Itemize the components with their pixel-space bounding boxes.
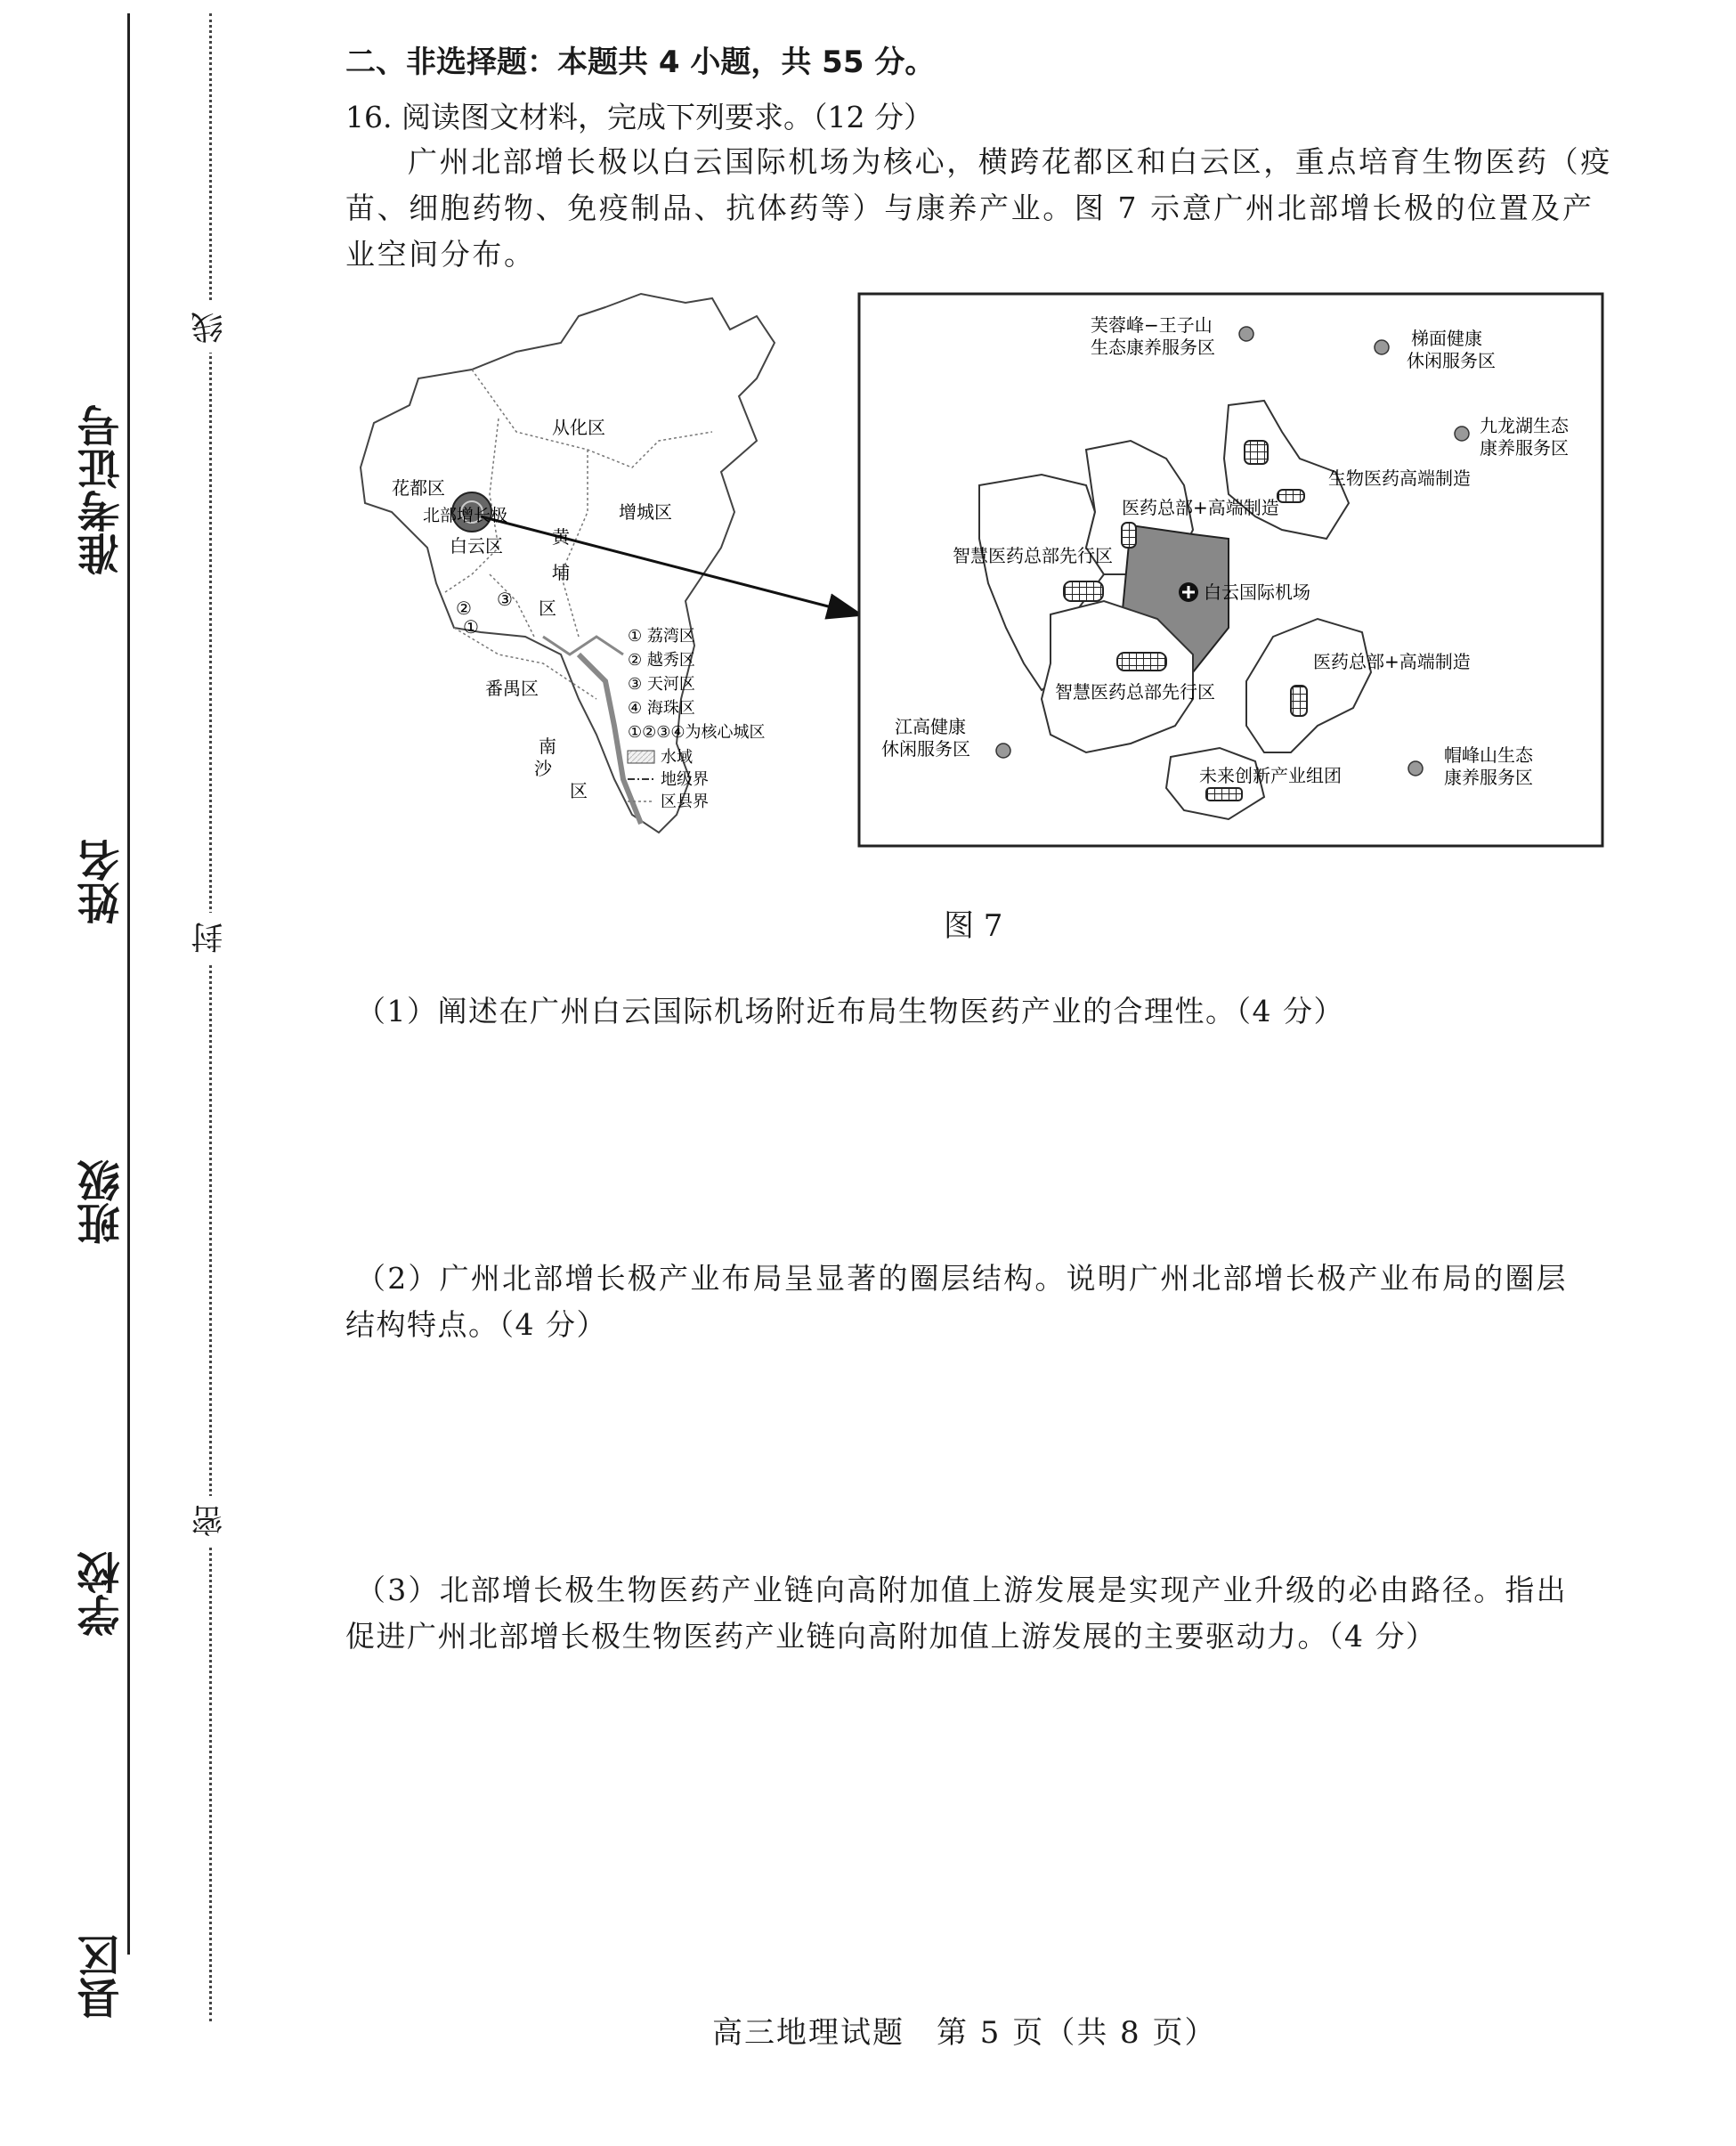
label-maofeng-2: 康养服务区 (1444, 767, 1533, 788)
core-number-2: ② (456, 597, 472, 619)
district-huangpu-1: 黄 (552, 526, 570, 548)
growth-pole-label: 北部增长极 (423, 506, 508, 525)
industry-map (859, 294, 1602, 846)
service-dot-jiulong (1455, 427, 1469, 441)
grid-marker-bio (1245, 441, 1268, 464)
legend-tianhe: ③ 天河区 (628, 675, 695, 694)
material-line-1: 广州北部增长极以白云国际机场为核心，横跨花都区和白云区，重点培育生物医药（疫 (408, 144, 1612, 179)
service-dot-jianggao (996, 744, 1010, 758)
section-title: 二、非选择题：本题共 4 小题，共 55 分。 (345, 45, 936, 80)
grid-marker-future (1206, 788, 1242, 801)
grid-marker-pharma-e (1291, 686, 1307, 716)
legend-water: 水域 (661, 748, 693, 767)
field-county: 县区 (77, 1934, 127, 2020)
district-huangpu-3: 区 (539, 597, 556, 619)
label-smart-w: 智慧医药总部先行区 (953, 545, 1113, 566)
sub-question-1: （1）阐述在广州白云国际机场附近布局生物医药产业的合理性。（4 分） (356, 994, 1344, 1028)
field-name: 姓名 (77, 839, 127, 924)
core-number-1: ① (463, 616, 479, 638)
district-zengcheng: 增城区 (619, 501, 672, 523)
page-footer: 高三地理试题 第 5 页（共 8 页） (712, 2015, 1217, 2051)
label-jiulong-1: 九龙湖生态 (1480, 415, 1569, 436)
figure-7 (338, 280, 1620, 868)
material-line-3: 业空间分布。 (345, 237, 536, 272)
label-pharma-e: 医药总部+高端制造 (1313, 651, 1471, 672)
sub-question-3-line-1: （3）北部增长极生物医药产业链向高附加值上游发展是实现产业升级的必由路径。指出 (356, 1573, 1568, 1607)
grid-marker-pharma-nw (1122, 523, 1136, 548)
sub-question-2-line-1: （2）广州北部增长极产业布局呈显著的圈层结构。说明广州北部增长极产业布局的圈层 (356, 1261, 1568, 1296)
district-huadu: 花都区 (392, 477, 445, 499)
label-furong-1: 芙蓉峰−王子山 (1091, 314, 1213, 336)
grid-marker-smart-s (1117, 653, 1166, 671)
label-bio: 生物医药高端制造 (1328, 467, 1471, 489)
figure-caption: 图 7 (944, 908, 1003, 944)
label-timian-1: 梯面健康 (1411, 328, 1482, 349)
seal-mi: 密 (185, 1496, 235, 1546)
legend-core: ①②③④为核心城区 (628, 723, 766, 742)
service-dot-maofeng (1408, 761, 1423, 776)
legend-yuexiu: ② 越秀区 (628, 651, 695, 670)
legend-liwan: ① 荔湾区 (628, 627, 695, 646)
service-dot-timian (1375, 340, 1389, 354)
label-airport: 白云国际机场 (1204, 581, 1310, 603)
district-nansha-3: 区 (570, 780, 588, 801)
field-exam-number: 准考证号 (77, 404, 127, 575)
district-panyu: 番禺区 (485, 678, 539, 699)
legend-haizhu: ④ 海珠区 (628, 699, 695, 718)
core-number-3: ③ (497, 589, 513, 610)
label-jiulong-2: 康养服务区 (1480, 437, 1569, 459)
sub-question-2-line-2: 结构特点。（4 分） (345, 1307, 607, 1342)
label-future: 未来创新产业组团 (1199, 765, 1342, 786)
grid-marker-smart-w (1064, 581, 1103, 601)
district-conghua: 从化区 (552, 417, 605, 438)
guangzhou-map (361, 294, 859, 833)
question-title: 16. 阅读图文材料，完成下列要求。（12 分） (345, 100, 933, 134)
field-school: 学校 (77, 1551, 127, 1637)
label-maofeng-1: 帽峰山生态 (1444, 744, 1533, 766)
district-nansha-2: 沙 (534, 758, 552, 779)
label-jianggao-1: 江高健康 (895, 716, 966, 737)
district-nansha-1: 南 (539, 736, 556, 757)
binding-solid-line (127, 13, 130, 1955)
service-dot-furong (1239, 327, 1253, 341)
district-baiyun: 白云区 (450, 535, 503, 557)
legend-water-swatch (628, 751, 654, 763)
seal-feng: 封 (185, 913, 235, 963)
grid-marker-bio-2 (1278, 490, 1304, 502)
legend-county: 区县界 (661, 793, 709, 811)
label-furong-2: 生态康养服务区 (1091, 337, 1215, 358)
field-class: 班级 (77, 1159, 127, 1245)
label-timian-2: 休闲服务区 (1407, 350, 1496, 371)
label-pharma-nw: 医药总部+高端制造 (1122, 497, 1279, 518)
label-jianggao-2: 休闲服务区 (881, 738, 970, 760)
label-smart-s: 智慧医药总部先行区 (1055, 681, 1215, 703)
seal-xian: 线 (185, 303, 235, 353)
sub-question-3-line-2: 促进广州北部增长极生物医药产业链向高附加值上游发展的主要驱动力。（4 分） (345, 1619, 1437, 1654)
material-line-2: 苗、细胞药物、免疫制品、抗体药等）与康养产业。图 7 示意广州北部增长极的位置及产 (345, 191, 1594, 225)
district-huangpu-2: 埔 (552, 562, 570, 583)
legend-prefecture: 地级界 (661, 770, 709, 789)
